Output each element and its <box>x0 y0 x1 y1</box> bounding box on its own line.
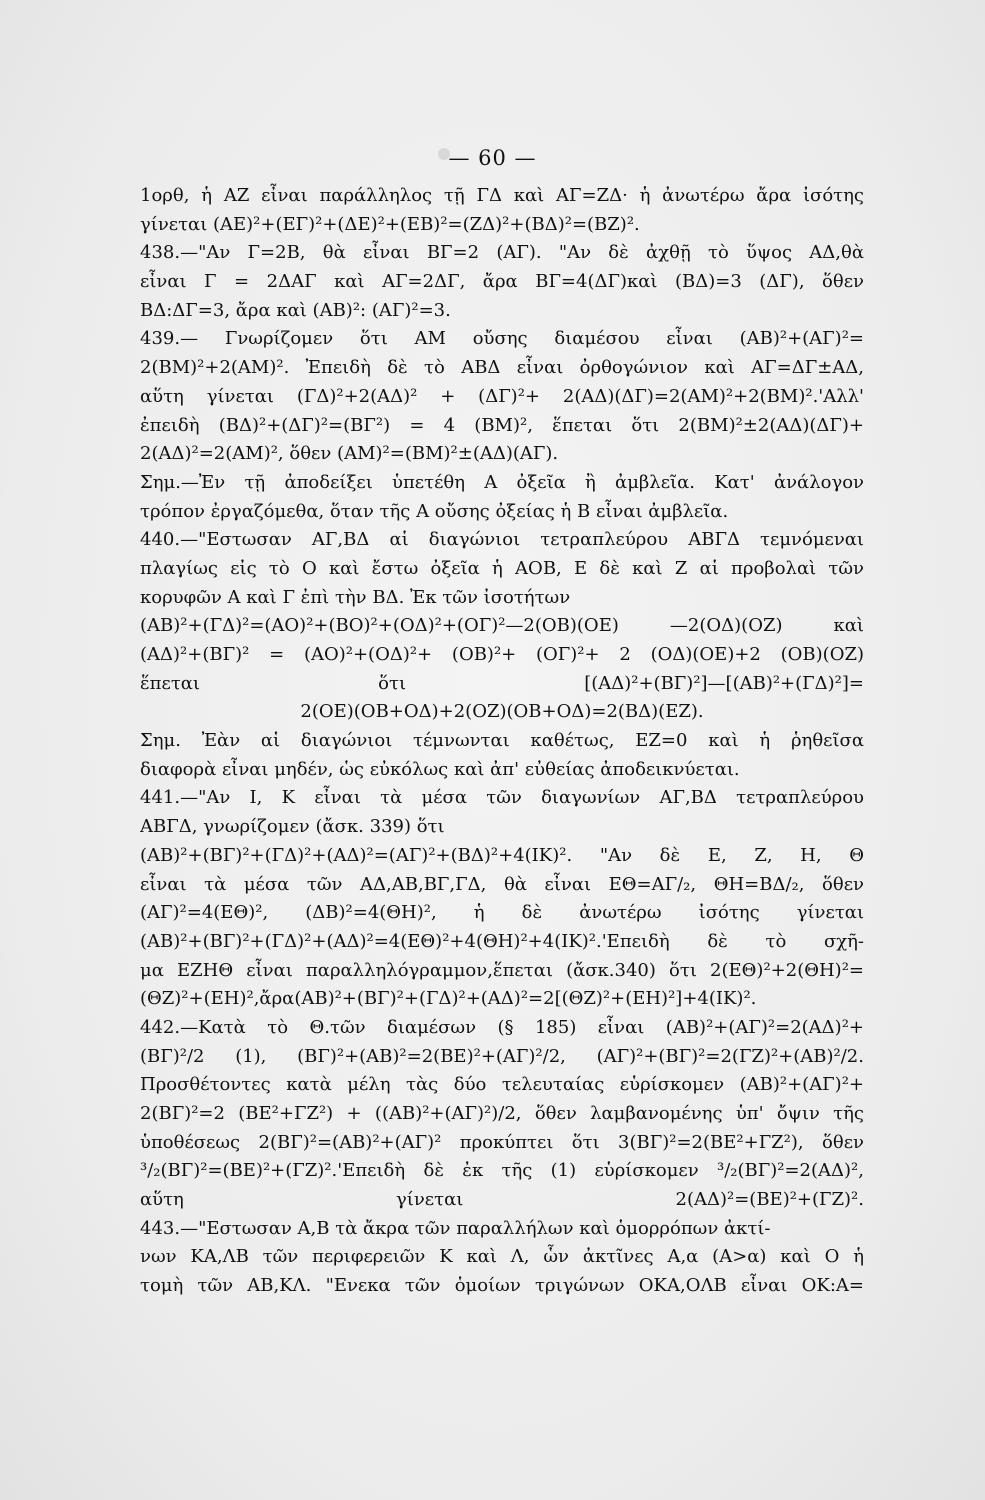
text-line: αὕτη γίνεται (ΓΔ)²+2(ΑΔ)² + (ΔΓ)²+ 2(ΑΔ)(ΔΓ)=2(ΑΜ)²+2(ΒΜ)².'Αλλ' <box>140 385 864 407</box>
text-line: 438.—"Αν Γ=2Β, θὰ εἶναι ΒΓ=2 (ΑΓ). "Αν δὲ ἀχθῇ τὸ ὕψος ΑΔ,θὰ <box>140 242 864 264</box>
text-line: εἶναι τὰ μέσα τῶν ΑΔ,ΑΒ,ΒΓ,ΓΔ, θὰ εἶναι ΕΘ=ΑΓ/₂, ΘΗ=ΒΔ/₂, ὅθεν <box>140 873 864 895</box>
text-line: (ΑΒ)²+(ΓΔ)²=(ΑΟ)²+(ΒΟ)²+(ΟΔ)²+(ΟΓ)²—2(ΟΒ)(ΟΕ) —2(ΟΔ)(ΟΖ) καὶ <box>140 615 864 637</box>
text-line: (ΑΒ)²+(ΒΓ)²+(ΓΔ)²+(ΑΔ)²=4(ΕΘ)²+4(ΘΗ)²+4(ΙΚ)².'Επειδὴ δὲ τὸ σχῆ- <box>140 930 864 952</box>
text-line: ὑποθέσεως 2(ΒΓ)²=(ΑΒ)²+(ΑΓ)² προκύπτει ὅτι 3(ΒΓ)²=2(ΒΕ²+ΓΖ²), ὅθεν <box>140 1131 864 1153</box>
text-line: 440.—"Εστωσαν ΑΓ,ΒΔ αἱ διαγώνιοι τετραπλεύρου ΑΒΓΔ τεμνόμεναι <box>140 529 864 551</box>
body-text <box>140 182 864 1301</box>
text-line: (ΑΓ)²=4(ΕΘ)², (ΔΒ)²=4(ΘΗ)², ἡ δὲ ἀνωτέρω ἰσότης γίνεται <box>140 902 864 924</box>
text-line: τρόπον ἐργαζόμεθα, ὅταν τῆς Α οὔσης ὀξείας ἡ Β εἶναι ἀμβλεῖα. <box>140 500 729 522</box>
text-line: 441.—"Αν Ι, Κ εἶναι τὰ μέσα τῶν διαγωνίων ΑΓ,ΒΔ τετραπλεύρου <box>140 787 864 809</box>
text-line: 443.—"Εστωσαν Α,Β τὰ ἄκρα τῶν παραλλήλων καὶ ὁμορρόπων ἀκτί- <box>140 1217 771 1239</box>
text-line: πλαγίως εἰς τὸ Ο καὶ ἔστω ὀξεῖα ἡ ΑΟΒ, Ε δὲ καὶ Ζ αἱ προβολαὶ τῶν <box>140 557 864 579</box>
text-line: (ΑΔ)²+(ΒΓ)² = (ΑΟ)²+(ΟΔ)²+ (ΟΒ)²+ (ΟΓ)²+ 2 (ΟΔ)(ΟΕ)+2 (ΟΒ)(ΟΖ) <box>140 644 864 665</box>
text-line: ἕπεται ὅτι [(ΑΔ)²+(ΒΓ)²]—[(ΑΒ)²+(ΓΔ)²]= <box>140 672 864 694</box>
text-line: 442.—Κατὰ τὸ Θ.τῶν διαμέσων (§ 185) εἶναι (ΑΒ)²+(ΑΓ)²=2(ΑΔ)²+ <box>140 1016 864 1038</box>
text-line: μα ΕΖΗΘ εἶναι παραλληλόγραμμον,ἕπεται (ἄσκ.340) ὅτι 2(ΕΘ)²+2(ΘΗ)²= <box>140 959 864 981</box>
text-line: Προσθέτοντες κατὰ μέλη τὰς δύο τελευταίας εὑρίσκομεν (ΑΒ)²+(ΑΓ)²+ <box>140 1074 864 1096</box>
text-line: νων ΚΑ,ΛΒ τῶν περιφερειῶν Κ καὶ Λ, ὧν ἀκτῖνες Α,α (Α>α) καὶ Ο ἡ <box>140 1246 864 1268</box>
text-line: κορυφῶν Α καὶ Γ ἐπὶ τὴν ΒΔ. Ἐκ τῶν ἰσοτήτων <box>140 586 571 608</box>
text-line: γίνεται (ΑΕ)²+(ΕΓ)²+(ΔΕ)²+(ΕΒ)²=(ΖΔ)²+(ΒΔ)²=(ΒΖ)². <box>140 213 640 235</box>
text-line: εἶναι Γ = 2ΔΑΓ καὶ ΑΓ=2ΔΓ, ἄρα ΒΓ=4(ΔΓ)καὶ (ΒΔ)=3 (ΔΓ), ὅθεν <box>140 271 864 293</box>
text-line: 2(ΒΜ)²+2(ΑΜ)². Ἐπειδὴ δὲ τὸ ΑΒΔ εἶναι ὀρθογώνιον καὶ ΑΓ=ΔΓ±ΑΔ, <box>140 357 864 379</box>
text-line: (ΘΖ)²+(ΕΗ)²,ἄρα(ΑΒ)²+(ΒΓ)²+(ΓΔ)²+(ΑΔ)²=2[(ΘΖ)²+(ΕΗ)²]+4(ΙΚ)². <box>140 988 757 1010</box>
text-line: 2(ΟΕ)(ΟΒ+ΟΔ)+2(ΟΖ)(ΟΒ+ΟΔ)=2(ΒΔ)(ΕΖ). <box>300 701 704 723</box>
text-line: 2(ΒΓ)²=2 (ΒΕ²+ΓΖ²) + ((ΑΒ)²+(ΑΓ)²)/2, ὅθεν λαμβανομένης ὑπ' ὄψιν τῆς <box>140 1103 864 1124</box>
text-line: Σημ.—Ἐν τῇ ἀποδείξει ὑπετέθη Α ὀξεῖα ἢ ἀμβλεῖα. Κατ' ἀνάλογον <box>140 471 864 493</box>
text-line: ³/₂(ΒΓ)²=(ΒΕ)²+(ΓΖ)².'Επειδὴ δὲ ἐκ τῆς (1) εὑρίσκομεν ³/₂(ΒΓ)²=2(ΑΔ)², <box>140 1160 864 1182</box>
text-line: 1ορθ, ἡ ΑΖ εἶναι παράλληλος τῇ ΓΔ καὶ ΑΓ=ΖΔ· ἡ ἀνωτέρω ἄρα ἰσότης <box>140 185 864 206</box>
text-line: τομὴ τῶν ΑΒ,ΚΛ. "Ενεκα τῶν ὁμοίων τριγώνων ΟΚΑ,ΟΛΒ εἶναι ΟΚ:Α= <box>140 1275 864 1297</box>
text-line: ἐπειδὴ (ΒΔ)²+(ΔΓ)²=(ΒΓ²) = 4 (ΒΜ)², ἕπεται ὅτι 2(ΒΜ)²±2(ΑΔ)(ΔΓ)+ <box>140 414 864 436</box>
text-line: ΒΔ:ΔΓ=3, ἄρα καὶ (ΑΒ)²: (ΑΓ)²=3. <box>140 299 451 321</box>
text-line: αὕτη γίνεται 2(ΑΔ)²=(ΒΕ)²+(ΓΖ)². <box>140 1189 864 1211</box>
text-line: διαφορὰ εἶναι μηδέν, ὡς εὐκόλως καὶ ἀπ' εὐθείας ἀποδεικνύεται. <box>140 758 740 780</box>
text-line: 2(ΑΔ)²=2(ΑΜ)², ὅθεν (ΑΜ)²=(ΒΜ)²±(ΑΔ)(ΑΓ). <box>140 443 559 465</box>
text-line: Σημ. Ἐὰν αἱ διαγώνιοι τέμνωνται καθέτως, ΕΖ=0 καὶ ἡ ῥηθεῖσα <box>140 730 864 752</box>
text-line: 439.— Γνωρίζομεν ὅτι ΑΜ οὔσης διαμέσου εἶναι (ΑΒ)²+(ΑΓ)²= <box>140 328 864 350</box>
page-number: — 60 — <box>448 146 537 170</box>
text-line: ΑΒΓΔ, γνωρίζομεν (ἄσκ. 339) ὅτι <box>140 816 445 838</box>
text-line: (ΒΓ)²/2 (1), (ΒΓ)²+(ΑΒ)²=2(ΒΕ)²+(ΑΓ)²/2, (ΑΓ)²+(ΒΓ)²=2(ΓΖ)²+(ΑΒ)²/2. <box>140 1045 864 1067</box>
text-line: (ΑΒ)²+(ΒΓ)²+(ΓΔ)²+(ΑΔ)²=(ΑΓ)²+(ΒΔ)²+4(ΙΚ)². "Αν δὲ Ε, Ζ, Η, Θ <box>140 844 864 866</box>
